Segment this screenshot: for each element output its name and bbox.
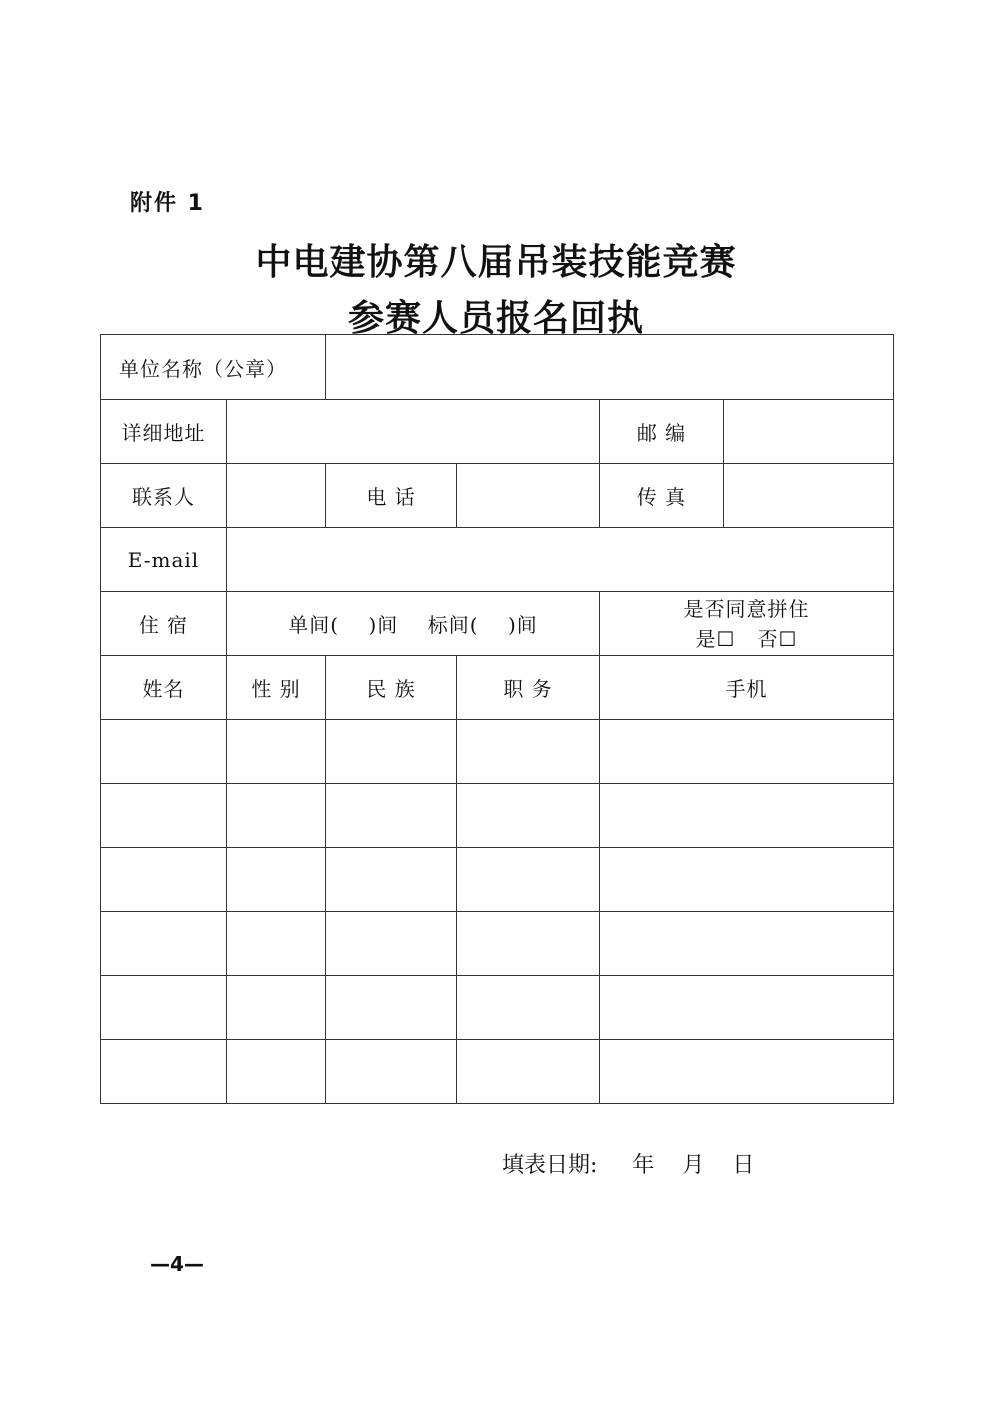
unit-name-label: 单位名称（公章） <box>101 335 326 400</box>
participant-row <box>101 784 894 848</box>
share-room-options[interactable]: 是☐ 否☐ <box>695 626 798 651</box>
mobile-cell[interactable] <box>600 720 894 784</box>
fax-field[interactable] <box>724 464 894 528</box>
document-title-line1: 中电建协第八届吊装技能竞赛 <box>255 241 737 283</box>
column-header-ethnicity: 民 族 <box>326 656 457 720</box>
position-cell[interactable] <box>457 784 600 848</box>
share-room-question: 是否同意拼住 <box>683 596 810 621</box>
participant-row <box>101 1040 894 1104</box>
postcode-field[interactable] <box>724 400 894 464</box>
share-room-cell[interactable] <box>600 592 894 656</box>
ethnicity-cell[interactable] <box>326 912 457 976</box>
column-header-mobile: 手机 <box>600 656 894 720</box>
name-cell[interactable] <box>101 848 227 912</box>
fill-date-line: 填表日期: 年 月 日 <box>502 1153 755 1178</box>
column-header-gender: 性 别 <box>227 656 326 720</box>
participant-row <box>101 912 894 976</box>
participant-row <box>101 720 894 784</box>
mobile-cell[interactable] <box>600 1040 894 1104</box>
email-label: E-mail <box>101 528 227 592</box>
attachment-label: 附件 1 <box>130 191 205 216</box>
lodging-label: 住 宿 <box>101 592 227 656</box>
address-field[interactable] <box>227 400 600 464</box>
ethnicity-cell[interactable] <box>326 1040 457 1104</box>
name-cell[interactable] <box>101 784 227 848</box>
name-cell[interactable] <box>101 912 227 976</box>
name-cell[interactable] <box>101 720 227 784</box>
contact-field[interactable] <box>227 464 326 528</box>
gender-cell[interactable] <box>227 848 326 912</box>
participant-row <box>101 848 894 912</box>
name-cell[interactable] <box>101 1040 227 1104</box>
mobile-cell[interactable] <box>600 912 894 976</box>
position-cell[interactable] <box>457 720 600 784</box>
position-cell[interactable] <box>457 848 600 912</box>
document-title-line2: 参赛人员报名回执 <box>347 297 644 339</box>
participant-row <box>101 976 894 1040</box>
phone-label: 电 话 <box>326 464 457 528</box>
postcode-label: 邮 编 <box>600 400 724 464</box>
mobile-cell[interactable] <box>600 848 894 912</box>
ethnicity-cell[interactable] <box>326 848 457 912</box>
gender-cell[interactable] <box>227 976 326 1040</box>
unit-name-field[interactable] <box>326 335 894 400</box>
address-label: 详细地址 <box>101 400 227 464</box>
ethnicity-cell[interactable] <box>326 720 457 784</box>
name-cell[interactable] <box>101 976 227 1040</box>
registration-form-table <box>100 334 894 1104</box>
page-number: —4— <box>150 1252 204 1276</box>
contact-label: 联系人 <box>101 464 227 528</box>
participant-header-row <box>101 656 894 720</box>
ethnicity-cell[interactable] <box>326 976 457 1040</box>
mobile-cell[interactable] <box>600 976 894 1040</box>
column-header-name: 姓名 <box>101 656 227 720</box>
gender-cell[interactable] <box>227 912 326 976</box>
fax-label: 传 真 <box>600 464 724 528</box>
gender-cell[interactable] <box>227 720 326 784</box>
position-cell[interactable] <box>457 912 600 976</box>
gender-cell[interactable] <box>227 784 326 848</box>
column-header-position: 职 务 <box>457 656 600 720</box>
position-cell[interactable] <box>457 1040 600 1104</box>
mobile-cell[interactable] <box>600 784 894 848</box>
lodging-options[interactable]: 单间( )间 标间( )间 <box>227 592 600 656</box>
phone-field[interactable] <box>457 464 600 528</box>
gender-cell[interactable] <box>227 1040 326 1104</box>
position-cell[interactable] <box>457 976 600 1040</box>
email-field[interactable] <box>227 528 894 592</box>
ethnicity-cell[interactable] <box>326 784 457 848</box>
